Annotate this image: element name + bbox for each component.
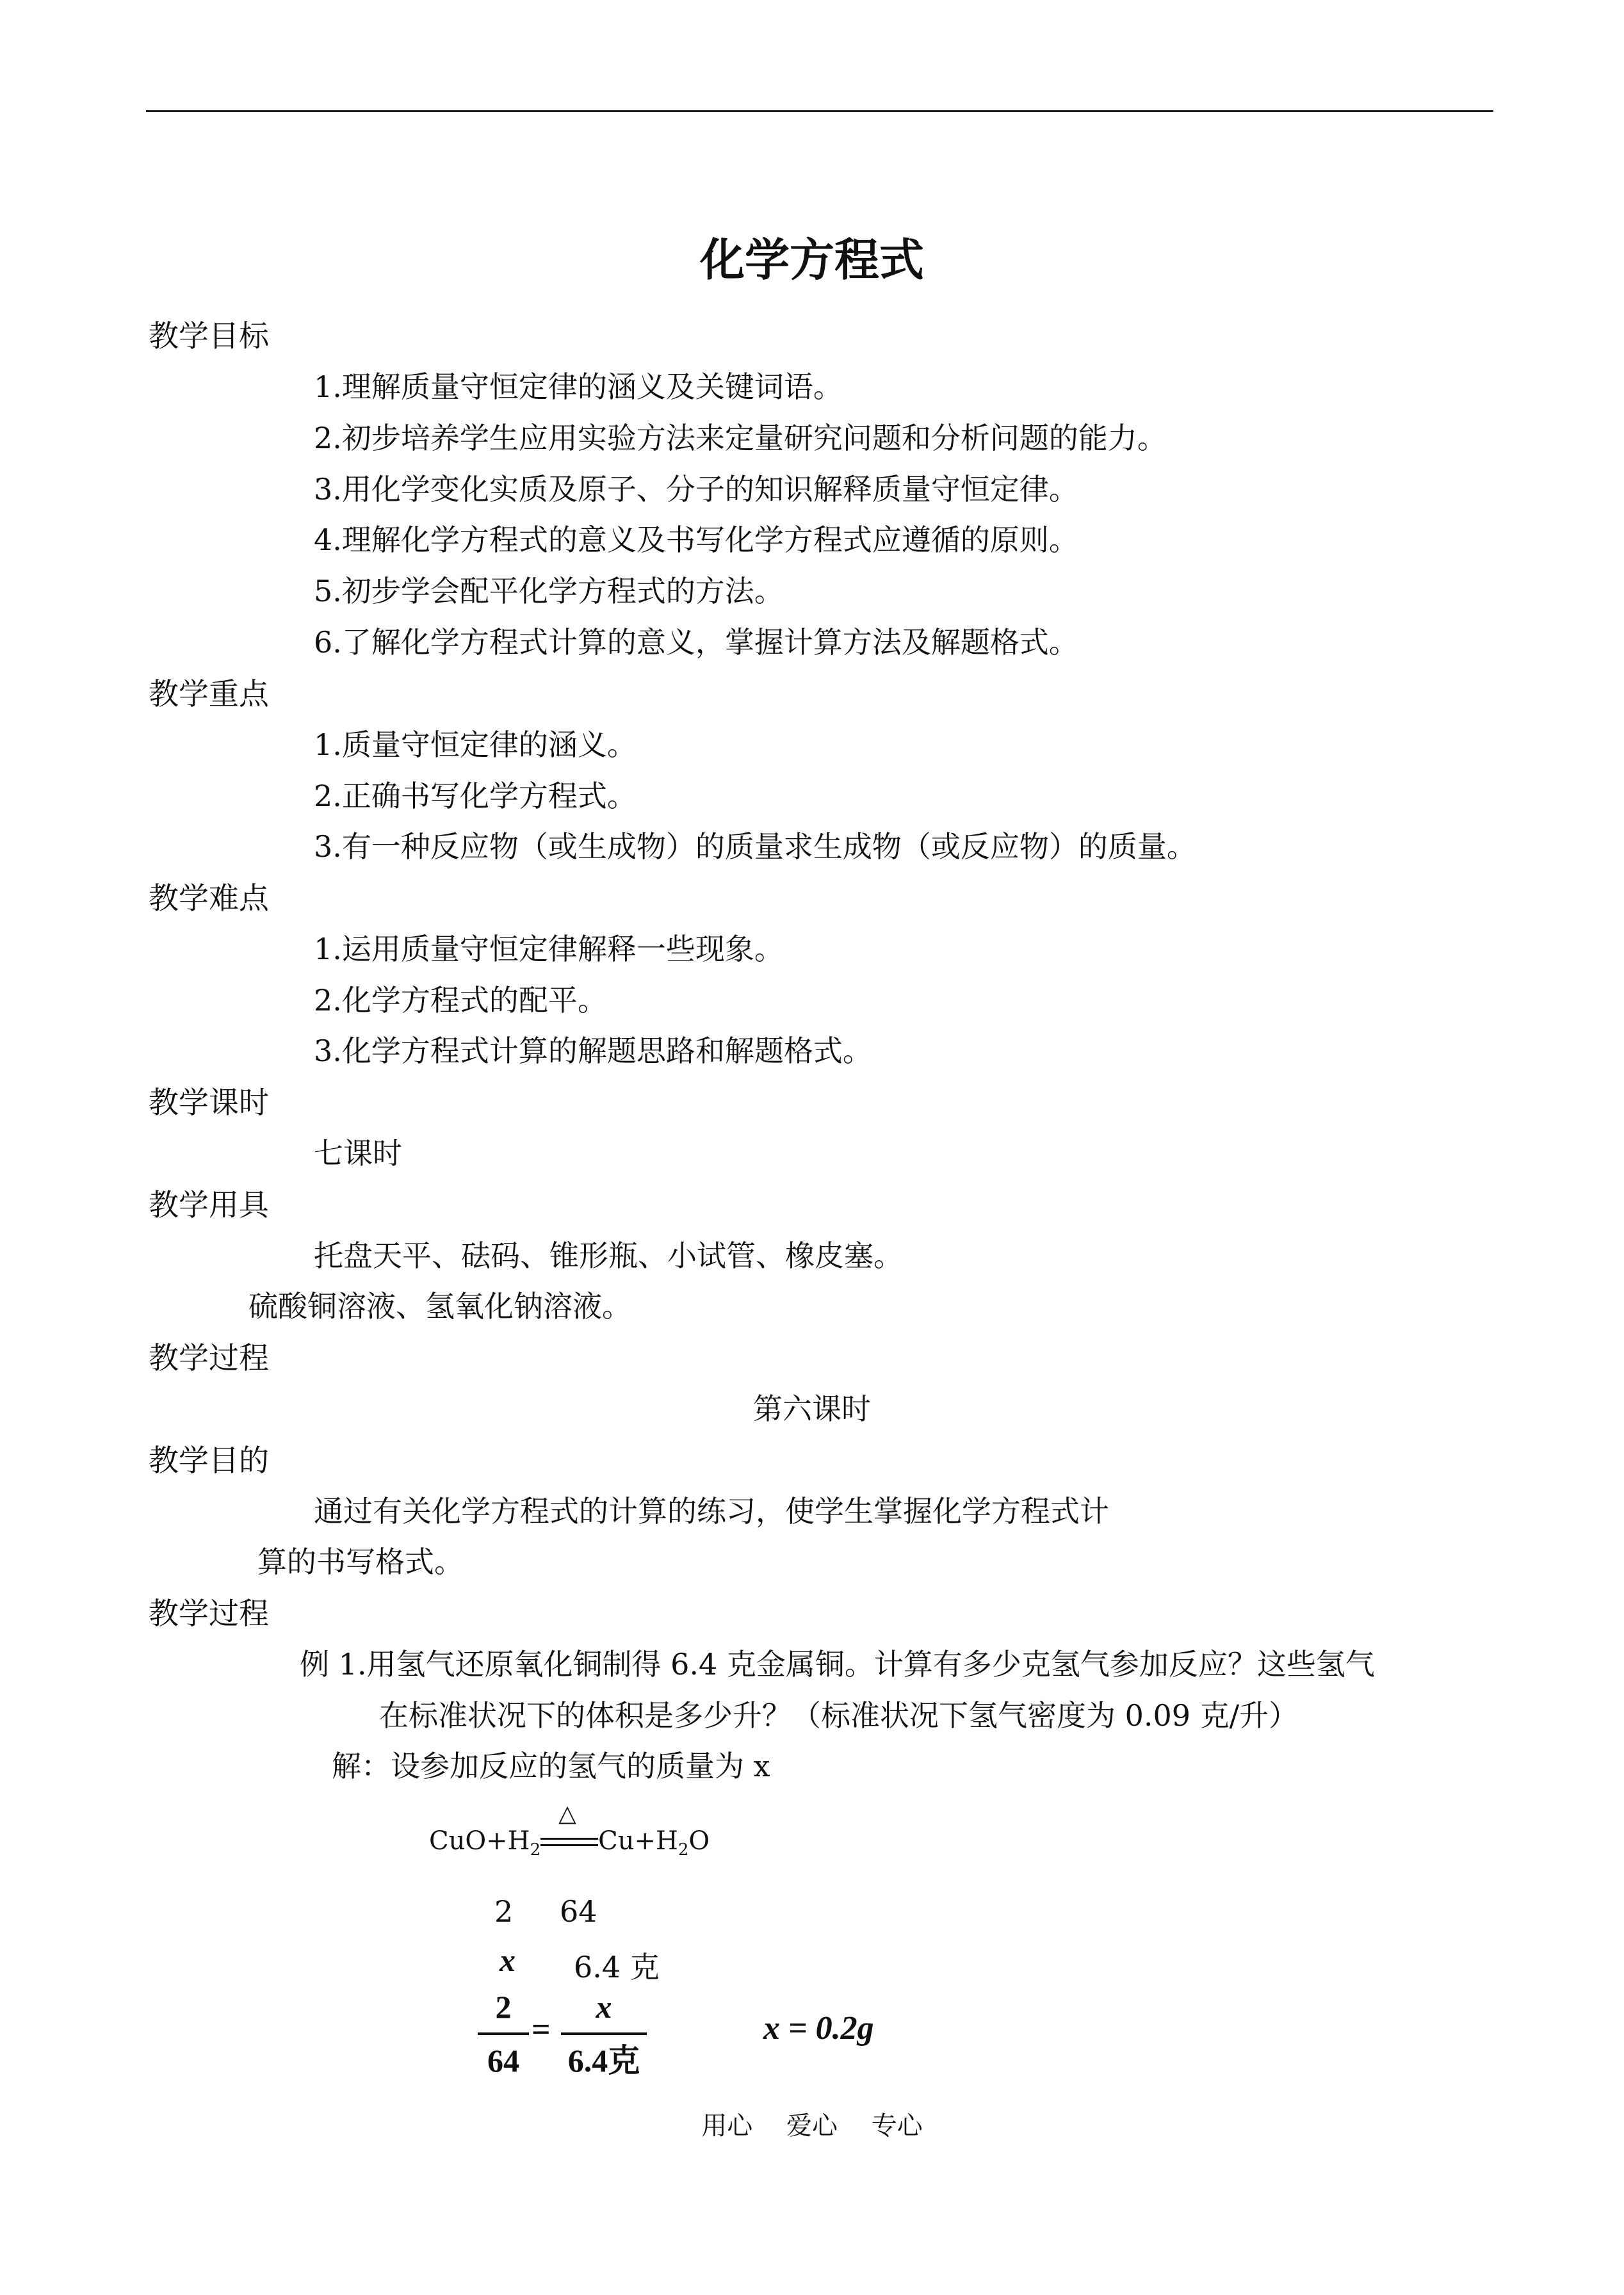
- fraction-denominator: 64: [487, 2043, 519, 2079]
- purpose-heading: 教学目的: [149, 1443, 269, 1479]
- objective-item: 3.用化学变化实质及原子、分子的知识解释质量守恒定律。: [314, 472, 1078, 507]
- equation-subscript: 2: [678, 1840, 689, 1860]
- solution-intro: 解：设参加反应的氢气的质量为 x: [332, 1749, 770, 1783]
- equation-subscript: 2: [530, 1840, 541, 1860]
- fraction-denominator: 6.4克: [567, 2043, 640, 2079]
- tools-heading: 教学用具: [149, 1188, 269, 1223]
- ratio-mass: 6.4 克: [574, 1950, 660, 1984]
- difficulty-item: 1.运用质量守恒定律解释一些现象。: [314, 932, 784, 966]
- example-line: 在标准状况下的体积是多少升？（标准状况下氢气密度为 0.09 克/升）: [379, 1698, 1299, 1733]
- page-title: 化学方程式: [700, 234, 924, 286]
- tools-line: 硫酸铜溶液、氢氧化钠溶液。: [248, 1289, 631, 1324]
- lesson-title: 第六课时: [753, 1391, 871, 1426]
- fraction-left: [478, 1984, 529, 2084]
- purpose-line: 通过有关化学方程式的计算的练习，使学生掌握化学方程式计: [314, 1494, 1109, 1529]
- process-heading: 教学过程: [149, 1341, 269, 1376]
- key-point-item: 1.质量守恒定律的涵义。: [314, 727, 637, 762]
- result: x = 0.2g: [763, 2010, 874, 2047]
- example-line: 例 1.用氢气还原氧化铜制得 6.4 克金属铜。计算有多少克氢气参加反应？这些氢气: [300, 1647, 1375, 1682]
- hours-value: 七课时: [314, 1136, 402, 1171]
- ratio-cu: 64: [560, 1894, 597, 1929]
- key-points-heading: 教学重点: [149, 677, 269, 712]
- ratio-h2: 2: [494, 1894, 514, 1929]
- heat-condition-icon: △: [558, 1801, 576, 1827]
- objective-item: 1.理解质量守恒定律的涵义及关键词语。: [314, 369, 843, 404]
- chemical-equation: [429, 1801, 710, 1860]
- equation-products: Cu+H: [598, 1826, 678, 1856]
- equation-reactants: CuO+H: [429, 1826, 530, 1856]
- fraction-numerator: 2: [495, 1989, 512, 2025]
- equation-products-end: O: [688, 1826, 710, 1856]
- header-rule: [146, 110, 1493, 112]
- fraction-right: [561, 1984, 647, 2084]
- fraction-bar: [561, 2032, 647, 2035]
- difficulty-item: 3.化学方程式计算的解题思路和解题格式。: [314, 1034, 872, 1068]
- equation-arrow: [540, 1801, 598, 1856]
- difficulty-item: 2.化学方程式的配平。: [314, 983, 607, 1018]
- objective-item: 5.初步学会配平化学方程式的方法。: [314, 574, 784, 608]
- fraction-numerator: x: [596, 1989, 612, 2025]
- objectives-heading: 教学目标: [149, 319, 269, 354]
- key-point-item: 2.正确书写化学方程式。: [314, 779, 637, 813]
- objective-item: 4.理解化学方程式的意义及书写化学方程式应遵循的原则。: [314, 523, 1078, 557]
- objective-item: 6.了解化学方程式计算的意义，掌握计算方法及解题格式。: [314, 625, 1078, 660]
- key-point-item: 3.有一种反应物（或生成物）的质量求生成物（或反应物）的质量。: [314, 829, 1196, 864]
- page-footer: 用心 爱心 专心: [701, 2111, 923, 2141]
- fraction-bar: [478, 2032, 529, 2035]
- difficulties-heading: 教学难点: [149, 881, 269, 916]
- objective-item: 2.初步培养学生应用实验方法来定量研究问题和分析问题的能力。: [314, 421, 1167, 455]
- process-heading-2: 教学过程: [149, 1596, 269, 1632]
- equals-sign: =: [532, 2011, 551, 2048]
- tools-line: 托盘天平、砝码、锥形瓶、小试管、橡皮塞。: [314, 1238, 903, 1273]
- purpose-line: 算的书写格式。: [257, 1545, 464, 1579]
- hours-heading: 教学课时: [149, 1085, 269, 1121]
- ratio-x: x: [499, 1942, 516, 1978]
